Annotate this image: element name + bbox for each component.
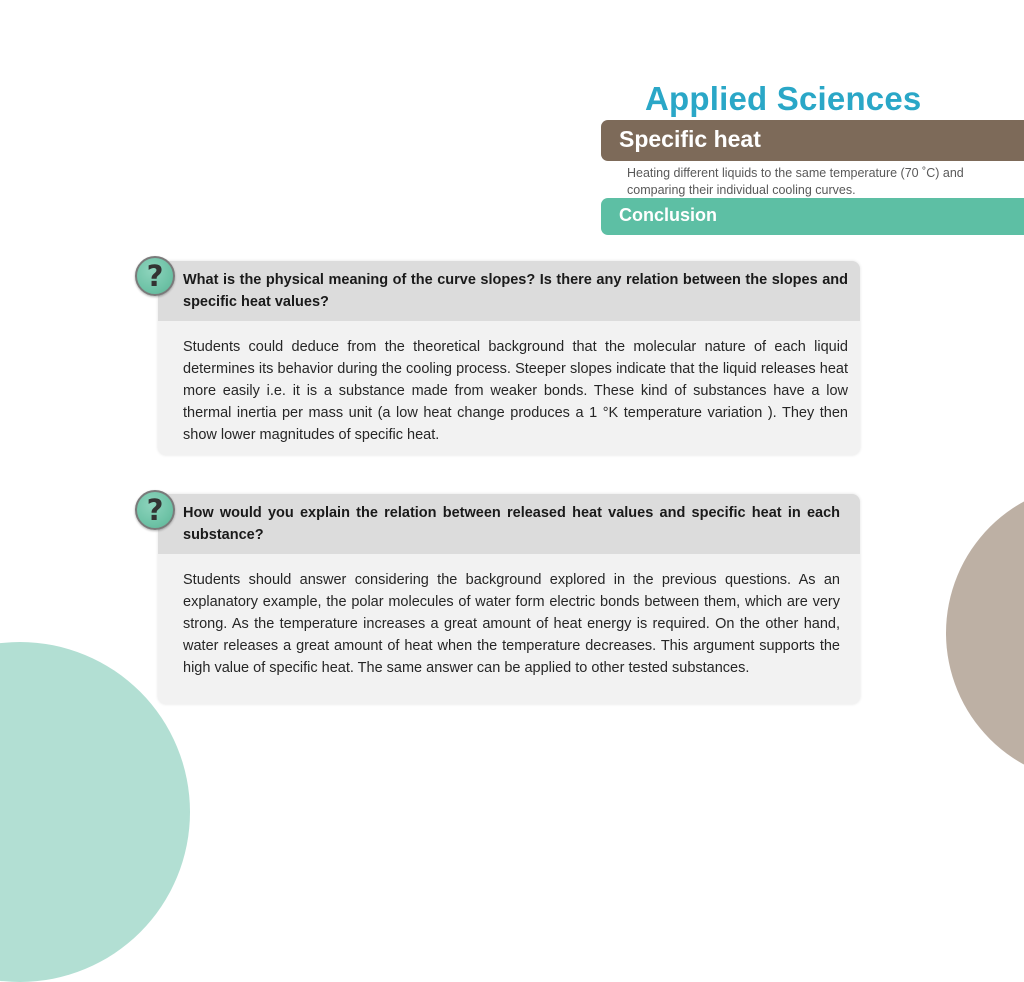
answer-text: Students could deduce from the theoretical background that the molecular nature of each liquid determines its behavior during the cooling process. Steeper slopes indicate that the liquid releases heat more easily i.e. it is a substance made from weaker bonds. These kind of substances have a low thermal inertia per mass unit (a low heat change produces a 1 °K temperature variation ). They then show lower magnitudes of specific heat. <box>183 339 848 443</box>
question-mark-icon: ? <box>135 256 175 296</box>
decorative-taupe-circle <box>946 483 1024 783</box>
question-card <box>158 261 860 455</box>
section-bar <box>601 198 1024 235</box>
question-card <box>158 494 860 704</box>
topic-bar <box>601 120 1024 161</box>
brand-title: Applied Sciences <box>645 80 922 117</box>
question-text: How would you explain the relation between released heat values and specific heat in each substance? <box>158 494 860 554</box>
question-text: What is the physical meaning of the curve slopes? Is there any relation between the slopes and specific heat values? <box>158 261 860 321</box>
answer-text: Students should answer considering the background explored in the previous questions. As an explanatory example, the polar molecules of water form electric bonds between them, which are very strong. As the temperature increases a great amount of heat energy is required. On the other hand, water releases a great amount of heat when the temperature decreases. This argument supports the high value of specific heat. The same answer can be applied to other tested substances. <box>183 572 840 676</box>
section-title: Conclusion <box>619 205 717 225</box>
question-mark-icon: ? <box>135 490 175 530</box>
topic-title: Specific heat <box>619 126 761 152</box>
topic-description: Heating different liquids to the same temperature (70 ˚C) and comparing their individual cooling curves. <box>627 166 964 197</box>
